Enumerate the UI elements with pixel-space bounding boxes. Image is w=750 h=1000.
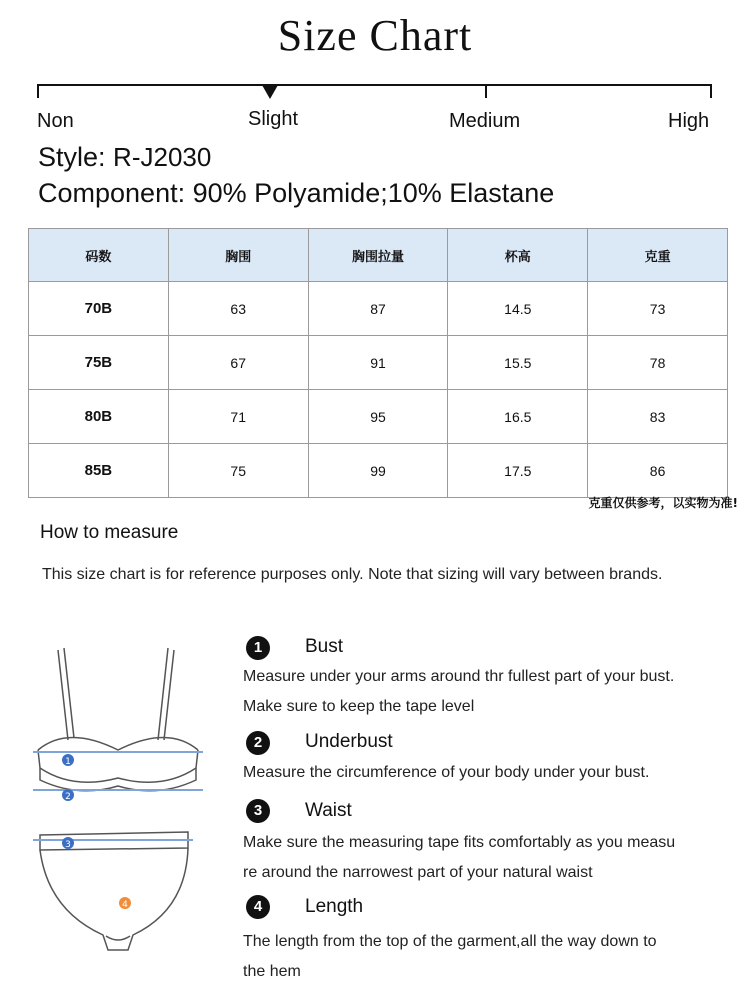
svg-text:4: 4 xyxy=(122,900,128,910)
step-title-length: Length xyxy=(305,896,364,917)
cell-size: 80B xyxy=(29,390,169,444)
cell-bust: 67 xyxy=(168,336,308,390)
cell-weight: 86 xyxy=(588,444,728,498)
svg-text:3: 3 xyxy=(65,840,71,850)
scale-label-slight: Slight xyxy=(248,108,299,130)
step-desc-length: The length from the top of the garment,all the way down to the hem xyxy=(243,933,657,980)
step-number-badge: 1 xyxy=(246,636,270,660)
cell-bust: 63 xyxy=(168,282,308,336)
cell-cup-height: 15.5 xyxy=(448,336,588,390)
table-row xyxy=(29,282,728,336)
step-desc-underbust: Measure the circumference of your body under your bust. xyxy=(243,764,650,781)
col-header-bust-stretch: 胸围拉量 xyxy=(308,229,448,282)
garment-measurement-illustration xyxy=(28,640,218,970)
size-table xyxy=(28,228,728,498)
cell-size: 85B xyxy=(29,444,169,498)
weight-reference-note: 克重仅供参考，以实物为准! xyxy=(588,496,738,510)
scale-label-medium: Medium xyxy=(449,110,521,132)
table-header-row xyxy=(29,229,728,282)
scale-tick-non xyxy=(37,84,39,98)
cell-size: 70B xyxy=(29,282,169,336)
step-title-underbust: Underbust xyxy=(305,731,393,752)
step-title-bust: Bust xyxy=(305,636,344,657)
right-strap xyxy=(158,648,168,740)
scale-label-high: High xyxy=(668,110,710,132)
step-desc-bust: Measure under your arms around thr fullest part of your bust. Make sure to keep the tape level xyxy=(243,668,675,715)
how-to-measure-intro: This size chart is for reference purposes only. Note that sizing will vary between brands. xyxy=(42,566,663,583)
table-row xyxy=(29,444,728,498)
cell-size: 75B xyxy=(29,336,169,390)
col-header-bust: 胸围 xyxy=(168,229,308,282)
col-header-cup-height: 杯高 xyxy=(448,229,588,282)
scale-label-non: Non xyxy=(37,110,74,132)
table-row xyxy=(29,390,728,444)
stretch-scale-line xyxy=(38,84,712,86)
scale-tick-medium xyxy=(485,84,487,98)
cell-cup-height: 16.5 xyxy=(448,390,588,444)
cell-weight: 73 xyxy=(588,282,728,336)
step-desc-waist: Make sure the measuring tape fits comfortably as you measu re around the narrowest part of your natural waist xyxy=(243,834,676,881)
stretch-pointer-icon xyxy=(262,85,278,99)
left-strap xyxy=(58,650,68,740)
component-value: 90% Polyamide;10% Elastane xyxy=(192,178,555,208)
cell-weight: 78 xyxy=(588,336,728,390)
bra-cups xyxy=(38,750,198,782)
cell-cup-height: 14.5 xyxy=(448,282,588,336)
cell-bust-stretch: 87 xyxy=(308,282,448,336)
cell-bust-stretch: 99 xyxy=(308,444,448,498)
style-line xyxy=(38,142,211,173)
brief-body xyxy=(40,848,188,950)
style-value: R-J2030 xyxy=(113,142,212,172)
component-line xyxy=(38,178,554,209)
step-number-badge: 4 xyxy=(246,895,270,919)
col-header-weight: 克重 xyxy=(588,229,728,282)
step-title-waist: Waist xyxy=(305,800,352,821)
cell-weight: 83 xyxy=(588,390,728,444)
how-to-measure-title: How to measure xyxy=(40,522,179,543)
cell-cup-height: 17.5 xyxy=(448,444,588,498)
cell-bust-stretch: 91 xyxy=(308,336,448,390)
cell-bust: 75 xyxy=(168,444,308,498)
svg-text:1: 1 xyxy=(65,757,71,767)
step-number-badge: 2 xyxy=(246,731,270,755)
page-title: Size Chart xyxy=(277,11,473,60)
bra-top-edge xyxy=(38,738,198,751)
style-label: Style: xyxy=(38,142,106,172)
col-header-size: 码数 xyxy=(29,229,169,282)
cell-bust-stretch: 95 xyxy=(308,390,448,444)
scale-tick-high xyxy=(710,84,712,98)
step-number-badge: 3 xyxy=(246,799,270,823)
cell-bust: 71 xyxy=(168,390,308,444)
svg-text:2: 2 xyxy=(65,792,71,802)
table-row xyxy=(29,336,728,390)
component-label: Component: xyxy=(38,178,186,208)
